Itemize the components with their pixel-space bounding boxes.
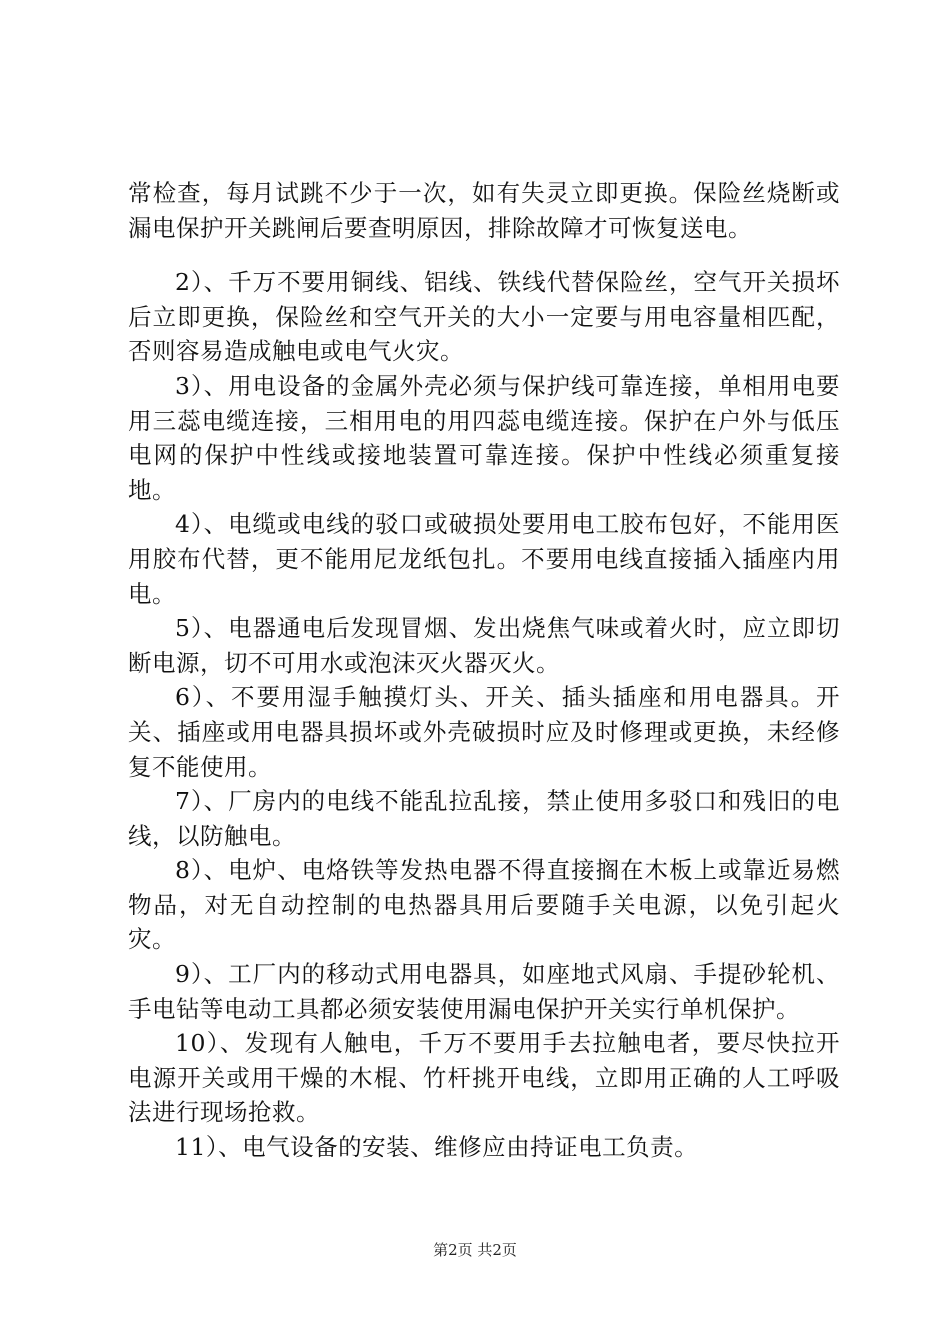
- paragraph-item-6: 6）、不要用湿手触摸灯头、开关、插头插座和用电器具。开关、插座或用电器具损坏或外壳破损时应及时修理或更换，未经修复不能使用。: [128, 683, 840, 781]
- paragraph-item-4: 4）、电缆或电线的驳口或破损处要用电工胶布包好，不能用医用胶布代替，更不能用尼龙纸包扎。不要用电线直接插入插座内用电。: [128, 510, 840, 608]
- paragraph-item-2: 2）、千万不要用铜线、铝线、铁线代替保险丝，空气开关损坏后立即更换，保险丝和空气开关的大小一定要与用电容量相匹配，否则容易造成触电或电气火灾。: [128, 268, 840, 366]
- document-body: [128, 176, 840, 1165]
- paragraph-item-8: 8）、电炉、电烙铁等发热电器不得直接搁在木板上或靠近易燃物品，对无自动控制的电热器具用后要随手关电源，以免引起火灾。: [128, 856, 840, 954]
- paragraph-item-3: 3）、用电设备的金属外壳必须与保护线可靠连接，单相用电要用三蕊电缆连接，三相用电的用四蕊电缆连接。保护在户外与低压电网的保护中性线或接地装置可靠连接。保护中性线必须重复接地。: [128, 371, 840, 504]
- paragraph-item-9: 9）、工厂内的移动式用电器具，如座地式风扇、手提砂轮机、手电钻等电动工具都必须安装使用漏电保护开关实行单机保护。: [128, 960, 840, 1023]
- paragraph-item-10: 10）、发现有人触电，千万不要用手去拉触电者，要尽快拉开电源开关或用干燥的木棍、竹杆挑开电线，立即用正确的人工呼吸法进行现场抢救。: [128, 1029, 840, 1127]
- paragraph-item-7: 7）、厂房内的电线不能乱拉乱接，禁止使用多驳口和残旧的电线，以防触电。: [128, 787, 840, 850]
- paragraph-item-11: 11）、电气设备的安装、维修应由持证电工负责。: [175, 1133, 699, 1162]
- page-number-label: 第2页 共2页: [433, 1241, 517, 1259]
- page-footer: [0, 1240, 950, 1260]
- paragraph-item-5: 5）、电器通电后发现冒烟、发出烧焦气味或着火时，应立即切断电源，切不可用水或泡沫灭火器灭火。: [128, 614, 840, 677]
- paragraph-continuation: 常检查，每月试跳不少于一次，如有失灵立即更换。保险丝烧断或漏电保护开关跳闸后要查明原因，排除故障才可恢复送电。: [128, 179, 840, 242]
